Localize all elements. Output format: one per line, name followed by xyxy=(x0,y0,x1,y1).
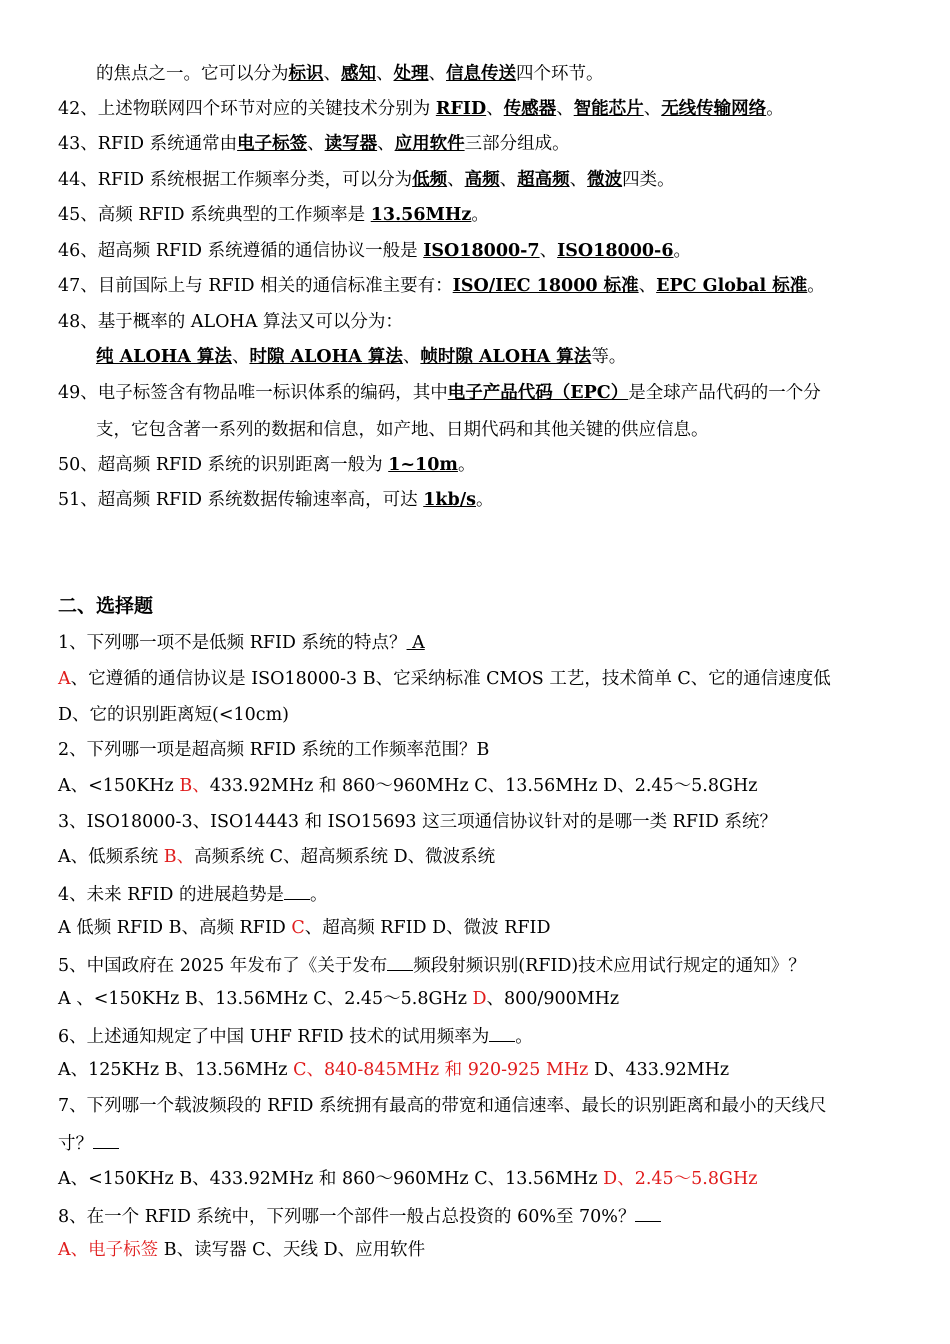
item-44: 44、RFID 系统根据工作频率分类，可以分为低频、高频、超高频、微波四类。 xyxy=(58,170,675,190)
options-5: A 、<150KHz B、13.56MHz C、2.45～5.8GHz D、800/900MHz xyxy=(58,989,620,1009)
item-48: 48、基于概率的 ALOHA 算法又可以分为： xyxy=(58,312,403,332)
item-46: 46、超高频 RFID 系统遵循的通信协议一般是 ISO18000-7、ISO18000-6。 xyxy=(58,241,691,261)
options-6: A、125KHz B、13.56MHz C、840-845MHz 和 920-925 MHz D、433.92MHz xyxy=(58,1060,730,1080)
question-8: 8、在一个 RFID 系统中，下列哪一个部件一般占总投资的 60%至 70%？ xyxy=(58,1203,661,1229)
section-title: 二、选择题 xyxy=(58,595,154,617)
item-47: 47、目前国际上与 RFID 相关的通信标准主要有：ISO/IEC 18000 标准、EPC Global 标准。 xyxy=(58,276,825,296)
item-50: 50、超高频 RFID 系统的识别距离一般为 1~10m。 xyxy=(58,455,476,475)
options-7: A、<150KHz B、433.92MHz 和 860～960MHz C、13.56MHz D、2.45～5.8GHz xyxy=(58,1169,758,1189)
question-7-continuation: 寸？ xyxy=(58,1130,119,1156)
item-41-continuation: 的焦点之一。它可以分为标识、感知、处理、信息传送四个环节。 xyxy=(96,64,604,84)
question-6: 6、上述通知规定了中国 UHF RFID 技术的试用频率为 。 xyxy=(58,1023,533,1049)
answer-blank xyxy=(387,952,413,971)
item-45: 45、高频 RFID 系统典型的工作频率是 13.56MHz。 xyxy=(58,205,489,225)
answer-blank xyxy=(635,1203,661,1222)
question-4: 4、未来 RFID 的进展趋势是 。 xyxy=(58,881,328,907)
options-2: A、<150KHz B、433.92MHz 和 860～960MHz C、13.56MHz D、2.45～5.8GHz xyxy=(58,776,758,796)
question-5: 5、中国政府在 2025 年发布了《关于发布 频段射频识别(RFID)技术应用试行规定的通知》？ xyxy=(58,952,806,978)
question-7: 7、下列哪一个载波频段的 RFID 系统拥有最高的带宽和通信速率、最长的识别距离和最小的天线尺 xyxy=(58,1096,827,1116)
options-8: A、电子标签 B、读写器 C、天线 D、应用软件 xyxy=(58,1240,426,1260)
answer-blank xyxy=(93,1130,119,1149)
options-4: A 低频 RFID B、高频 RFID C、超高频 RFID D、微波 RFID xyxy=(58,918,551,938)
item-49-continuation: 支，它包含著一系列的数据和信息，如产地、日期代码和其他关键的供应信息。 xyxy=(96,420,709,440)
answer-blank xyxy=(489,1023,515,1042)
item-43: 43、RFID 系统通常由电子标签、读写器、应用软件三部分组成。 xyxy=(58,134,570,154)
item-42: 42、上述物联网四个环节对应的关键技术分别为 RFID、传感器、智能芯片、无线传输网络。 xyxy=(58,99,784,119)
question-1: 1、下列哪一项不是低频 RFID 系统的特点？ A xyxy=(58,633,425,653)
item-51: 51、超高频 RFID 系统数据传输速率高，可达 1kb/s。 xyxy=(58,490,494,510)
options-1-d: D、它的识别距离短(<10cm) xyxy=(58,705,290,725)
question-2: 2、下列哪一项是超高频 RFID 系统的工作频率范围？B xyxy=(58,740,490,760)
item-49: 49、电子标签含有物品唯一标识体系的编码，其中电子产品代码（EPC）是全球产品代码的一个分 xyxy=(58,383,821,403)
options-3: A、低频系统 B、高频系统 C、超高频系统 D、微波系统 xyxy=(58,847,496,867)
answer-blank xyxy=(284,881,310,900)
item-48-answers: 纯 ALOHA 算法、时隙 ALOHA 算法、帧时隙 ALOHA 算法等。 xyxy=(96,347,627,367)
options-1: A、它遵循的通信协议是 ISO18000-3 B、它采纳标准 CMOS 工艺，技术简单 C、它的通信速度低 xyxy=(58,669,831,689)
question-3: 3、ISO18000-3、ISO14443 和 ISO15693 这三项通信协议针对的是哪一类 RFID 系统？ xyxy=(58,812,778,832)
